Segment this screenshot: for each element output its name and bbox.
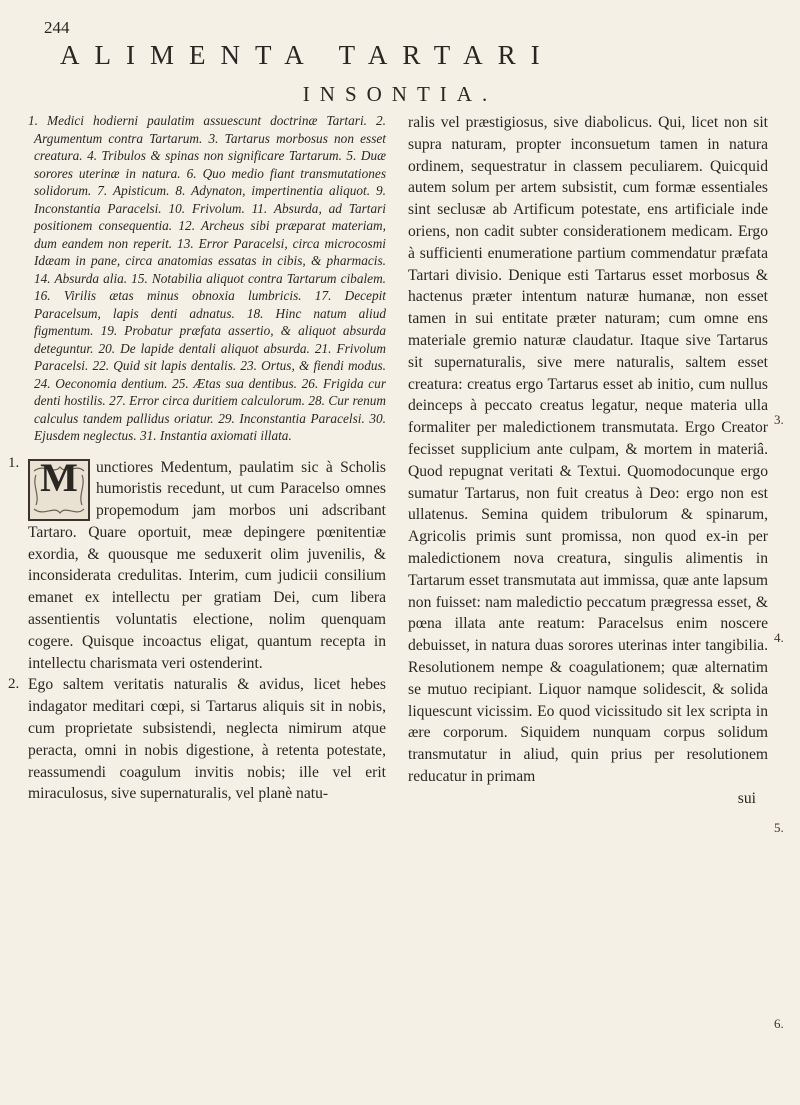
margin-number-3: 3. xyxy=(774,412,784,427)
margin-number-6: 6. xyxy=(774,1016,784,1031)
right-column-text: ralis vel præstigiosus, sive diabolicus. Qui, licet non sit supra naturam, propter inconsuetum tamen in natura ordinem, sequestratur in classem peculiarem. Quicquid autem solum per artem subsistit, cum formæ essentiales sint seclusæ ab Artificum potestate, ens artificiale inde oriens, non cadit subter considerationem medicam. Ergo à sufficienti enumeratione partium commendatur præfata Tartari divisio. Denique esti Tartarus esset morbosus & hactenus præter intentum naturæ humanæ, non esset tamen in sui entitate præter naturam; cum omne ens materiale gremio naturæ claudatur. Itaque sive Tartarus sit supernaturalis, sive mere naturalis, saltem esset creatura: creatus ergo Tartarus esset ab initio, cum nullus deinceps à peccato creatus legatur, neque materia ulla formaliter per maledictionem transmutata. Ergo Creator fecisset supplicium ante culpam, & mortem in materiâ. Quod repugnat veritati & Textui. Quomodocunque ergo sumatur Tartarus, non fuit creatus à Deo: ergo non est ullatenus. Semina quidem tribulorum & spinarum, Agricolis primis sunt promissa, non quod ex-in per maledictionem nova creatura, singulis alimentis in Tartarum esset transmutata aut immissa, quæ ante lapsum non fuisset: nam maledictio peccatum prægressa esset, & pœna illata ante reatum: Paracelsus enim noscere debuisset, in natura duas sorores uterinas inter tangibilia. Resolutionem nempe & coagulationem; quæ alternatim se mutuo recipiant. Liquor namque solidescit, & solida liquescunt vicissim. Eo quod vicissitudo sit lex scripta in ære corporum. Siquidem nunquam corpus solidum transmutatur in aliud, quin prius per resolutionem reducatur in primam xyxy=(408,114,768,785)
running-subtitle: INSONTIA. xyxy=(302,82,498,106)
paragraph-2 xyxy=(8,674,386,805)
catchword: sui xyxy=(737,789,756,807)
initial-letter: M xyxy=(40,454,78,500)
right-column xyxy=(408,112,768,810)
decorated-initial xyxy=(28,454,90,521)
paragraph-1-text: unctiores Medentum, paulatim sic à Scholis humoristis recedunt, ut cum Paracelso omnes propemodum jam morbos uni adscribant Tartaro. Quare oportuit, meæ depingere pœnitentiæ exordia, & quousque me seduxerit olim juvenilis, & inconsiderata credulitas. Interim, cum judicii consilium emanet ex intellectu per gratiam Dei, cum libera assentientis voluntatis electione, nolim quenquam cogere. Quisque incoactus eligat, quantum recepta in intellectu charismata veri ostenderint. xyxy=(28,458,386,672)
margin-number-5: 5. xyxy=(774,820,784,835)
left-column xyxy=(8,112,386,805)
paragraph-1 xyxy=(8,453,386,675)
page-number: 244 xyxy=(44,18,70,37)
paragraph-2-text: Ego saltem veritatis naturalis & avidus, licet hebes indagator meditari cœpi, si Tartarus aliquis sit in nobis, cum proprietate subsistendi, neglecta nimirum atque peracta, omni in nobis digestione, à retenta potestate, reassumendi coagulum invitis nobis; ille vel erit miraculosus, sive supernaturalis, vel planè natu- xyxy=(28,676,386,803)
paragraph-number: 2. xyxy=(8,676,20,693)
running-title: ALIMENTA TARTARI xyxy=(60,40,555,70)
paragraph-number: 1. xyxy=(8,454,20,471)
margin-number-4: 4. xyxy=(774,630,784,645)
chapter-summary: 1. Medici hodierni paulatim assuescunt doctrinæ Tartari. 2. Argumentum contra Tartarum. 3. Tartarus morbosus non esset creatura. 4. Tribulos & spinas non significare Tartarum. 5. Duæ sorores uterinæ in natura. 6. Quo medio fiant transmutationes solidorum. 7. Apisticum. 8. Adynaton, impertinentia aliquot. 9. Inconstantia Paracelsi. 10. Frivolum. 11. Absurda, ad Tartari positionem consequentia. 12. Archeus sibi præparat materiam, dum eandem non reperit. 13. Error Paracelsi, circa microcosmi Idæam in pane, circa anatomias essatas in cibis, & pharmacis. 14. Absurda alia. 15. Notabilia aliquot contra Tartarum cibalem. 16. Virilis ætas minus obnoxia lumbricis. 17. Decepit Paracelsum, lapis denti adnatus. 18. Hinc natum aliud figmentum. 19. Probatur præfata assertio, & aliquot absurda deteguntur. 20. De lapide dentali aliquot absurda. 21. Frivolum Paracelsi. 22. Quid sit lapis dentalis. 23. Ortus, & fiendi modus. 24. Oeconomia dentium. 25. Ætas sua dentibus. 26. Frigida cur denti hostilis. 27. Error circa duritiem calculorum. 28. Cur renum calculus tandem pallidus oriatur. 29. Inconstantia Paracelsi. 30. Ejusdem neglectus. 31. Instantia axiomati illata. xyxy=(28,113,386,443)
